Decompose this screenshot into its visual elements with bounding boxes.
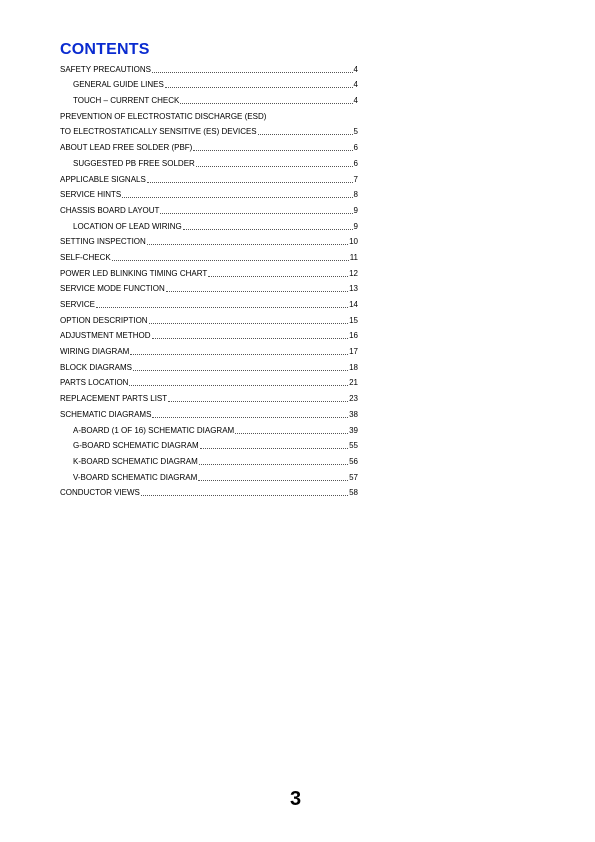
toc-entry-label: TOUCH – CURRENT CHECK xyxy=(73,96,180,106)
toc-entry-page: 4 xyxy=(353,64,358,74)
toc-entry-page: 13 xyxy=(349,284,358,294)
toc-entry-page: 16 xyxy=(349,331,358,341)
page-title: CONTENTS xyxy=(60,41,150,58)
toc-entry-page: 58 xyxy=(349,488,358,498)
dot-leader xyxy=(147,244,348,245)
toc-entry-label: REPLACEMENT PARTS LIST xyxy=(60,394,168,404)
toc-entry[interactable] xyxy=(60,451,358,467)
toc-entry[interactable] xyxy=(60,341,358,357)
table-of-contents xyxy=(60,59,358,498)
toc-entry-page: 8 xyxy=(353,190,358,200)
toc-entry-label: CONDUCTOR VIEWS xyxy=(60,488,140,498)
toc-entry-page: 6 xyxy=(353,143,358,153)
toc-entry-label: BLOCK DIAGRAMS xyxy=(60,362,133,372)
toc-entry-label: V-BOARD SCHEMATIC DIAGRAM xyxy=(73,472,198,482)
toc-entry[interactable] xyxy=(60,185,358,201)
toc-entry-page: 7 xyxy=(353,174,358,184)
toc-entry-page: 15 xyxy=(349,315,358,325)
toc-entry-page: 9 xyxy=(353,221,358,231)
toc-entry-label: LOCATION OF LEAD WIRING xyxy=(73,221,182,231)
dot-leader xyxy=(122,197,352,198)
toc-entry-label: POWER LED BLINKING TIMING CHART xyxy=(60,268,208,278)
toc-entry-label: ABOUT LEAD FREE SOLDER (PBF) xyxy=(60,143,193,153)
toc-entry-page: 57 xyxy=(349,472,358,482)
dot-leader xyxy=(200,448,348,449)
dot-leader xyxy=(193,150,352,151)
toc-entry[interactable] xyxy=(60,357,358,373)
dot-leader xyxy=(160,213,352,214)
dot-leader xyxy=(152,417,348,418)
toc-entry-label: PREVENTION OF ELECTROSTATIC DISCHARGE (ESD) xyxy=(60,111,267,121)
dot-leader xyxy=(180,103,352,104)
toc-entry[interactable] xyxy=(60,420,358,436)
toc-entry-page: 10 xyxy=(349,237,358,247)
dot-leader xyxy=(183,229,353,230)
dot-leader xyxy=(208,276,348,277)
toc-entry-page: 14 xyxy=(349,300,358,309)
toc-entry-label: PARTS LOCATION xyxy=(60,378,129,388)
toc-entry-page: 23 xyxy=(349,394,358,404)
toc-entry-label: SERVICE HINTS xyxy=(60,190,122,200)
toc-entry-page: 55 xyxy=(349,441,358,451)
toc-entry-label: SETTING INSPECTION xyxy=(60,237,146,247)
toc-entry[interactable] xyxy=(60,106,358,122)
dot-leader xyxy=(112,260,349,261)
toc-entry[interactable] xyxy=(60,373,358,389)
toc-entry-label: OPTION DESCRIPTION xyxy=(60,315,148,325)
dot-leader xyxy=(235,433,348,434)
toc-entry[interactable] xyxy=(60,137,358,153)
toc-entry[interactable] xyxy=(60,483,358,499)
toc-entry-page: 21 xyxy=(349,378,358,388)
toc-entry[interactable] xyxy=(60,247,358,263)
dot-leader xyxy=(130,354,348,355)
dot-leader xyxy=(165,87,353,88)
toc-entry-label: APPLICABLE SIGNALS xyxy=(60,174,146,184)
dot-leader xyxy=(168,401,348,402)
toc-entry[interactable] xyxy=(60,216,358,232)
toc-entry[interactable] xyxy=(60,122,358,138)
toc-entry-page: 38 xyxy=(349,409,358,419)
toc-entry-page: 17 xyxy=(349,347,358,357)
dot-leader xyxy=(198,480,348,481)
dot-leader xyxy=(152,338,349,339)
toc-entry-label: ADJUSTMENT METHOD xyxy=(60,331,151,341)
toc-entry[interactable] xyxy=(60,388,358,404)
toc-entry-page: 6 xyxy=(353,158,358,168)
toc-entry[interactable] xyxy=(60,326,358,342)
toc-entry-page: 18 xyxy=(349,362,358,372)
toc-entry-label: SUGGESTED PB FREE SOLDER xyxy=(73,158,195,168)
toc-entry-page: 4 xyxy=(353,96,358,106)
toc-entry-page: 39 xyxy=(349,425,358,435)
toc-entry-label: WIRING DIAGRAM xyxy=(60,347,130,357)
dot-leader xyxy=(149,323,349,324)
dot-leader xyxy=(152,72,353,73)
toc-entry-label: A-BOARD (1 OF 16) SCHEMATIC DIAGRAM xyxy=(73,425,235,435)
toc-entry[interactable] xyxy=(60,200,358,216)
dot-leader xyxy=(96,307,348,308)
toc-entry-label: SERVICE MODE FUNCTION xyxy=(60,284,165,294)
toc-entry-page: 4 xyxy=(353,80,358,90)
toc-entry[interactable] xyxy=(60,75,358,91)
toc-entry[interactable] xyxy=(60,263,358,279)
toc-entry[interactable] xyxy=(60,59,358,75)
page-number: 3 xyxy=(290,788,302,810)
toc-entry-label: GENERAL GUIDE LINES xyxy=(73,80,164,90)
dot-leader xyxy=(147,182,353,183)
dot-leader xyxy=(129,385,348,386)
toc-entry-page: 11 xyxy=(349,252,358,262)
toc-entry[interactable] xyxy=(60,279,358,295)
toc-entry[interactable] xyxy=(60,310,358,326)
toc-entry[interactable] xyxy=(60,169,358,185)
toc-entry-page: 9 xyxy=(353,205,358,215)
toc-entry-label: CHASSIS BOARD LAYOUT xyxy=(60,205,160,215)
toc-entry[interactable] xyxy=(60,90,358,106)
toc-entry[interactable] xyxy=(60,232,358,248)
toc-entry-page: 56 xyxy=(349,456,358,466)
dot-leader xyxy=(141,495,348,496)
toc-entry[interactable] xyxy=(60,404,358,420)
dot-leader xyxy=(196,166,353,167)
toc-entry-label: SCHEMATIC DIAGRAMS xyxy=(60,409,152,419)
toc-entry[interactable] xyxy=(60,294,358,310)
toc-entry[interactable] xyxy=(60,436,358,452)
toc-entry-label: SAFETY PRECAUTIONS xyxy=(60,64,151,74)
dot-leader xyxy=(133,370,348,371)
toc-entry-label: SELF-CHECK xyxy=(60,252,111,262)
dot-leader xyxy=(258,134,353,135)
toc-entry-label: SERVICE xyxy=(60,300,95,309)
toc-entry-page: 12 xyxy=(349,268,358,278)
toc-entry[interactable] xyxy=(60,467,358,483)
toc-entry-label: K-BOARD SCHEMATIC DIAGRAM xyxy=(73,456,198,466)
toc-entry-label: TO ELECTROSTATICALLY SENSITIVE (ES) DEVICES xyxy=(60,127,257,137)
toc-entry[interactable] xyxy=(60,153,358,169)
dot-leader xyxy=(199,464,348,465)
toc-entry-page: 5 xyxy=(353,127,358,137)
dot-leader xyxy=(166,291,348,292)
toc-entry-label: G-BOARD SCHEMATIC DIAGRAM xyxy=(73,441,199,451)
